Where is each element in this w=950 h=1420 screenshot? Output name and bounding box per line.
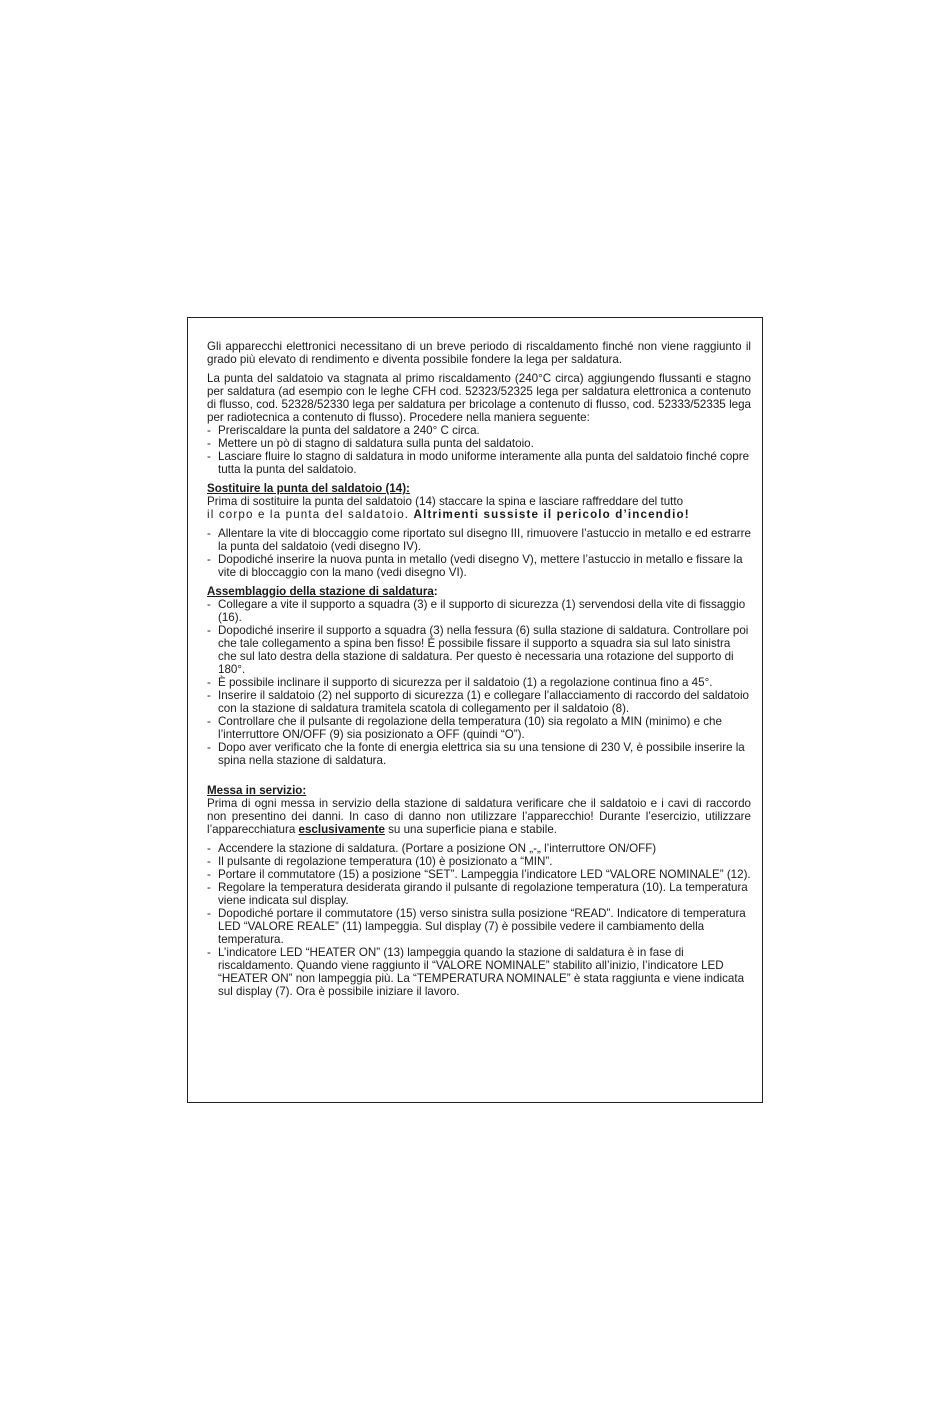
replace-tip-text: il corpo e la punta del saldatoio. <box>207 508 410 521</box>
list-item: - Accendere la stazione di saldatura. (Portare a posizione ON „-„ l’interruttore ON/OFF) <box>207 842 751 855</box>
list-item: - Dopodiché inserire la nuova punta in metallo (vedi disegno V), mettere l’astuccio in metallo e fissare la vite di bloccaggio con la mano (vedi disegno VI). <box>207 553 751 579</box>
tinning-steps-list <box>207 424 751 476</box>
service-text-before: Prima di ogni messa in servizio della stazione di saldatura verificare che il saldatoio e i cavi di raccordo non presentino dei danni. In caso di danno non utilizzare l’apparecchio! Durante l’esercizio, utilizzare l’apparecchiatura <box>207 797 751 836</box>
fire-warning: Altrimenti sussiste il pericolo d’incendio! <box>413 508 690 521</box>
list-item: - Dopodiché portare il commutatore (15) verso sinistra sulla posizione “READ”. Indicatore di temperatura LED “VALORE REALE” (11) lampeggia. Sul display (7) è possibile vedere il cambiamento della temperatura. <box>207 907 751 946</box>
replace-tip-text-line-1: Prima di sostituire la punta del saldatoio (14) staccare la spina e lasciare raffreddare del tutto <box>207 495 684 508</box>
list-item: - È possibile inclinare il supporto di sicurezza per il saldatoio (1) a regolazione continua fino a 45°. <box>207 676 751 689</box>
list-item: - Inserire il saldatoio (2) nel supporto di sicurezza (1) e collegare l’allacciamento di raccordo del saldatoio con la stazione di saldatura tramitela scatola di collegamento per il saldatoio (8). <box>207 689 751 715</box>
list-item: - Il pulsante di regolazione temperatura (10) è posizionato a “MIN”. <box>207 855 751 868</box>
assembly-steps-list <box>207 598 751 767</box>
list-item: - Preriscaldare la punta del saldatore a 240° C circa. <box>207 424 751 437</box>
assembly-heading-line <box>207 585 751 598</box>
manual-page-frame <box>187 317 763 1103</box>
list-item: - Lasciare fluire lo stagno di saldatura in modo uniforme interamente alla punta del saldatoio finché copre tutta la punta del saldatoio. <box>207 450 751 476</box>
service-paragraph <box>207 797 751 836</box>
list-item: - Dopo aver verificato che la fonte di energia elettrica sia su una tensione di 230 V, è possibile inserire la spina nella stazione di saldatura. <box>207 741 751 767</box>
manual-text <box>207 340 751 998</box>
service-steps-list <box>207 842 751 998</box>
service-text-after: su una superficie piana e stabile. <box>388 823 557 836</box>
assembly-heading: Assemblaggio della stazione di saldatura <box>207 585 434 598</box>
service-heading: Messa in servizio: <box>207 784 307 797</box>
list-item: - Mettere un pò di stagno di saldatura sulla punta del saldatoio. <box>207 437 751 450</box>
service-emphasis: esclusivamente <box>298 823 385 836</box>
list-item: - Regolare la temperatura desiderata girando il pulsante di regolazione temperatura (10). La temperatura viene indicata sul display. <box>207 881 751 907</box>
list-item: - Controllare che il pulsante di regolazione della temperatura (10) sia regolato a MIN (minimo) e che l’interruttore ON/OFF (9) sia posizionato a OFF (quindi “O”). <box>207 715 751 741</box>
replace-tip-steps-list <box>207 527 751 579</box>
list-item: - Allentare la vite di bloccaggio come riportato sul disegno III, rimuovere l’astuccio in metallo e ed estrarre la punta del saldatoio (vedi disegno IV). <box>207 527 751 553</box>
list-item: - Dopodiché inserire il supporto a squadra (3) nella fessura (6) sulla stazione di saldatura. Controllare poi che tale collegamento a spina ben fisso! È possibile fissare il supporto a squadra sia sul lato sinistra che sul lato destra della stazione di saldatura. Per questo è necessaria una rotazione del supporto di 180°. <box>207 624 751 676</box>
assembly-heading-colon: : <box>433 585 438 598</box>
replace-tip-text-line-2 <box>207 508 751 521</box>
intro-paragraph-1: Gli apparecchi elettronici necessitano di un breve periodo di riscaldamento finché non viene raggiunto il grado più elevato di rendimento e diventa possibile fondere la lega per saldatura. <box>207 340 751 366</box>
replace-tip-heading: Sostituire la punta del saldatoio (14): <box>207 482 410 495</box>
list-item: - Collegare a vite il supporto a squadra (3) e il supporto di sicurezza (1) servendosi della vite di fissaggio (16). <box>207 598 751 624</box>
list-item: - Portare il commutatore (15) a posizione “SET”. Lampeggia l’indicatore LED “VALORE NOMINALE” (12). <box>207 868 751 881</box>
list-item: - L’indicatore LED “HEATER ON” (13) lampeggia quando la stazione di saldatura è in fase di riscaldamento. Quando viene raggiunto il “VALORE NOMINALE” stabilito all’inizio, l’indicatore LED “HEATER ON” non lampeggia più. La “TEMPERATURA NOMINALE” è stata raggiunta e viene indicata sul display (7). Ora è possibile iniziare il lavoro. <box>207 946 751 998</box>
intro-paragraph-2: La punta del saldatoio va stagnata al primo riscaldamento (240°C circa) aggiungendo flussanti e stagno per saldatura (ad esempio con le leghe CFH cod. 52323/52325 lega per saldatura elettronica a contenuto di flusso, cod. 52328/52330 lega per saldatura per bricolage a contenuto di flusso, cod. 52333/52335 lega per radiotecnica a contenuto di flusso). Procedere nella maniera seguente: <box>207 372 751 424</box>
